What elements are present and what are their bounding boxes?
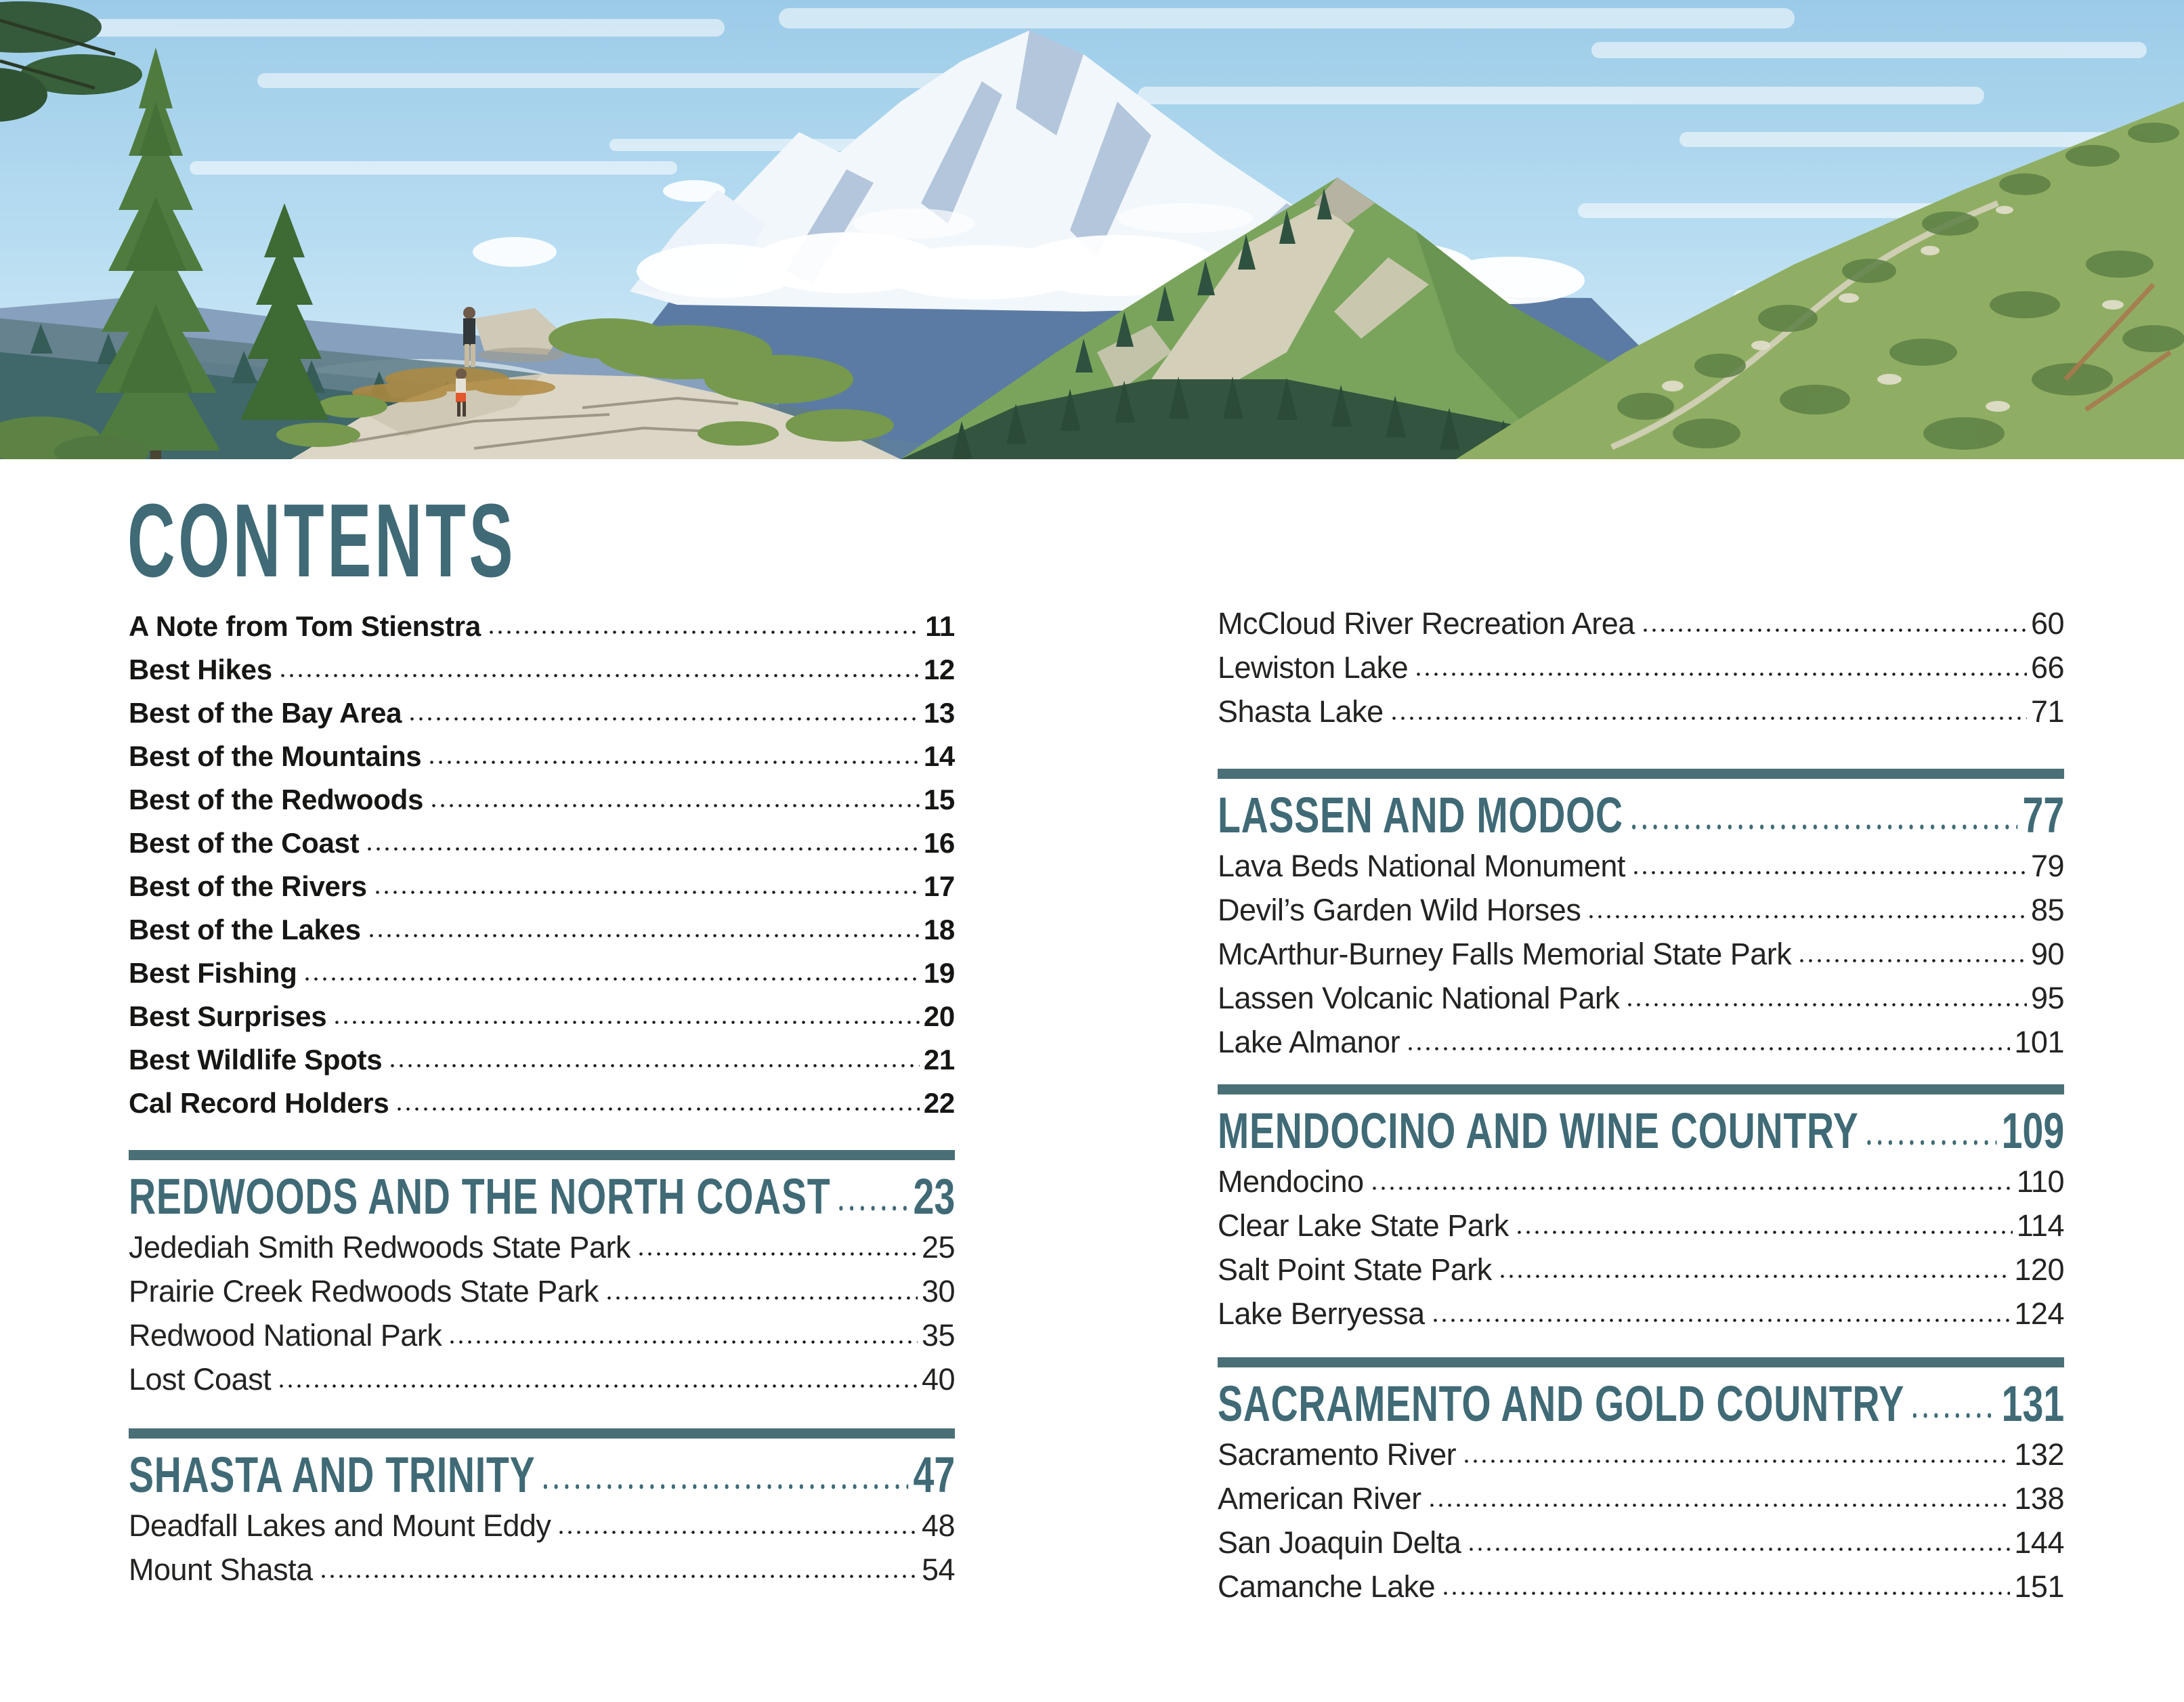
toc-entry-label: Lassen Volcanic National Park	[1218, 981, 1620, 1015]
dot-leader	[1406, 1045, 2010, 1052]
dot-leader	[1390, 715, 2027, 722]
section-items-list	[1218, 1160, 2064, 1336]
toc-entry-label: Clear Lake State Park	[1218, 1208, 1509, 1243]
dot-leader	[1641, 626, 2027, 634]
toc-entry-page: 124	[2014, 1296, 2064, 1331]
toc-entry-page: 20	[923, 1000, 955, 1032]
section-page-number: 109	[2001, 1103, 2065, 1159]
toc-entry-page: 54	[921, 1552, 955, 1587]
dot-leader	[1441, 1590, 2010, 1597]
section-divider-bar	[1218, 1084, 2064, 1094]
dot-leader	[373, 889, 920, 896]
section-header	[129, 1168, 955, 1225]
toc-entry	[1218, 1476, 2064, 1520]
toc-section-lassen-modoc	[1218, 769, 2064, 1064]
dot-leader	[365, 845, 920, 853]
dot-leader	[1797, 957, 2027, 964]
section-title: SHASTA AND TRINITY	[129, 1447, 536, 1503]
dot-leader	[278, 672, 920, 679]
toc-entry	[1218, 645, 2064, 689]
toc-entry-label: Best of the Lakes	[129, 914, 361, 945]
toc-entry-page: 66	[2030, 650, 2064, 685]
toc-entry-label: Best of the Bay Area	[129, 697, 402, 729]
toc-entry-label: Mount Shasta	[129, 1552, 313, 1587]
dot-leader	[277, 1382, 918, 1390]
toc-entry	[129, 995, 955, 1038]
toc-entry	[129, 1504, 955, 1548]
section-header	[1218, 787, 2064, 844]
toc-entry	[129, 1225, 955, 1269]
toc-entry	[1218, 1248, 2064, 1292]
section-page-number: 77	[2022, 787, 2065, 843]
section-title: REDWOODS AND THE NORTH COAST	[129, 1168, 831, 1225]
toc-entry	[1218, 976, 2064, 1020]
toc-entry-page: 14	[923, 740, 955, 772]
section-header	[1218, 1103, 2064, 1160]
toc-entry-label: Lake Almanor	[1218, 1025, 1400, 1059]
toc-entry	[1218, 1160, 2064, 1204]
toc-entry-page: 48	[921, 1508, 955, 1543]
dot-leader	[1467, 1546, 2010, 1553]
toc-entry	[129, 1269, 955, 1313]
toc-column-right	[1218, 601, 2064, 1609]
toc-entry-label: Lava Beds National Monument	[1218, 849, 1625, 883]
toc-entry-page: 17	[923, 870, 955, 902]
toc-entry-page: 18	[923, 914, 955, 945]
toc-entry	[1218, 601, 2064, 645]
toc-entry-label: McCloud River Recreation Area	[1218, 606, 1635, 641]
toc-entry-page: 22	[923, 1087, 955, 1119]
toc-entry	[1218, 1292, 2064, 1336]
toc-entry-label: Prairie Creek Redwoods State Park	[129, 1274, 599, 1309]
toc-entry-page: 151	[2014, 1569, 2064, 1604]
dot-leader	[1587, 913, 2027, 920]
dot-leader	[388, 1062, 920, 1069]
dot-leader	[1498, 1273, 2011, 1280]
hero-photo	[0, 0, 2184, 459]
dot-leader	[1515, 1229, 2013, 1236]
section-page-number: 23	[913, 1168, 956, 1225]
toc-entry-label: Best of the Redwoods	[129, 784, 424, 815]
toc-entry-label: A Note from Tom Stienstra	[129, 610, 481, 642]
toc-entry	[129, 908, 955, 952]
section-divider-bar	[1218, 1357, 2064, 1367]
dot-leader	[395, 1105, 920, 1113]
toc-entry-label: Lost Coast	[129, 1362, 272, 1397]
toc-entry-label: Lewiston Lake	[1218, 650, 1409, 685]
toc-entry-label: Best Surprises	[129, 1000, 327, 1032]
toc-entry	[129, 1548, 955, 1592]
toc-entry-page: 12	[923, 654, 955, 685]
toc-entry	[129, 648, 955, 692]
dot-leader	[1370, 1185, 2013, 1192]
toc-entry	[1218, 932, 2064, 976]
toc-entry-page: 101	[2014, 1025, 2064, 1059]
toc-entry-page: 40	[921, 1362, 955, 1397]
toc-entry-page: 13	[923, 697, 955, 729]
toc-entry-page: 15	[923, 784, 955, 815]
section-page-number: 47	[913, 1447, 956, 1503]
toc-entry	[129, 1357, 955, 1401]
toc-entry-page: 114	[2016, 1208, 2064, 1243]
toc-entry-label: Redwood National Park	[129, 1318, 442, 1353]
dot-leader	[333, 1019, 920, 1026]
toc-entry	[1218, 1204, 2064, 1248]
dot-leader	[319, 1573, 918, 1580]
toc-entry	[1218, 1020, 2064, 1064]
dot-leader	[1428, 1502, 2011, 1509]
toc-entry-label: Sacramento River	[1218, 1437, 1457, 1472]
toc-entry-label: San Joaquin Delta	[1218, 1525, 1461, 1560]
toc-entry-page: 30	[921, 1274, 955, 1309]
toc-entry-label: Lake Berryessa	[1218, 1296, 1425, 1331]
toc-section-mendocino-wine	[1218, 1084, 2064, 1336]
toc-entry-page: 95	[2030, 981, 2064, 1015]
toc-entry-page: 21	[923, 1044, 955, 1076]
page-title: CONTENTS	[127, 482, 517, 599]
toc-entry-page: 25	[921, 1230, 955, 1264]
section-items-list	[129, 1225, 955, 1401]
dot-leader	[408, 715, 920, 723]
toc-entry-label: Best of the Coast	[129, 827, 360, 859]
section-divider-bar	[129, 1150, 955, 1160]
toc-entry-label: American River	[1218, 1481, 1421, 1516]
toc-entry-page: 110	[2016, 1164, 2064, 1199]
toc-entry	[1218, 1520, 2064, 1565]
toc-section-shasta-trinity	[129, 1428, 955, 1592]
toc-entry	[129, 605, 955, 648]
toc-entry-label: Best of the Mountains	[129, 740, 422, 772]
toc-entry-page: 144	[2014, 1525, 2064, 1560]
toc-entry-label: Camanche Lake	[1218, 1569, 1436, 1604]
toc-entry-label: Best Wildlife Spots	[129, 1044, 383, 1076]
section-title: MENDOCINO AND WINE COUNTRY	[1218, 1103, 1859, 1159]
toc-entry	[129, 952, 955, 995]
section-divider-bar	[1218, 769, 2064, 779]
section-items-list	[1218, 1432, 2064, 1609]
section-items-list	[129, 1504, 955, 1592]
toc-entry-label: Best of the Rivers	[129, 870, 367, 902]
toc-entry	[129, 1038, 955, 1082]
dot-leader	[637, 1250, 918, 1258]
toc-entry-page: 90	[2030, 937, 2064, 971]
toc-entry	[1218, 1432, 2064, 1476]
dot-leader	[367, 932, 920, 939]
toc-entry-page: 35	[921, 1318, 955, 1353]
dot-leader	[429, 802, 920, 809]
toc-entry	[129, 865, 955, 908]
dot-leader	[1631, 869, 2027, 876]
toc-section-sacramento-gold	[1218, 1357, 2064, 1609]
section-title: LASSEN AND MODOC	[1218, 787, 1623, 843]
toc-entry-label: Devil’s Garden Wild Horses	[1218, 893, 1581, 927]
dot-leader	[1864, 1137, 1996, 1148]
toc-entry	[129, 1313, 955, 1357]
dot-leader	[557, 1529, 918, 1536]
toc-entry-label: Cal Record Holders	[129, 1087, 389, 1119]
dot-leader	[427, 759, 920, 766]
section-header	[129, 1447, 955, 1504]
toc-entry-page: 60	[2030, 606, 2064, 641]
toc-entry-label: Mendocino	[1218, 1164, 1364, 1199]
toc-entry-label: Best Hikes	[129, 654, 272, 685]
toc-entry-page: 19	[923, 957, 955, 989]
front-matter-list	[129, 605, 955, 1125]
toc-entry	[129, 1082, 955, 1125]
dot-leader	[1431, 1317, 2011, 1324]
dot-leader	[836, 1203, 908, 1214]
toc-entry-label: McArthur-Burney Falls Memorial State Park	[1218, 937, 1792, 971]
toc-entry	[1218, 689, 2064, 733]
toc-column-left	[129, 605, 955, 1592]
toc-entry	[1218, 844, 2064, 888]
toc-entry	[1218, 888, 2064, 932]
section-divider-bar	[129, 1428, 955, 1439]
toc-entry-page: 16	[923, 827, 955, 859]
section-page-number: 131	[2001, 1376, 2065, 1432]
toc-entry-page: 85	[2030, 893, 2064, 927]
toc-section-redwoods	[129, 1150, 955, 1401]
dot-leader	[1910, 1410, 1997, 1421]
toc-entry	[129, 692, 955, 735]
continued-items-list	[1218, 601, 2064, 733]
toc-entry	[129, 822, 955, 865]
toc-entry-label: Salt Point State Park	[1218, 1252, 1492, 1287]
toc-entry	[129, 778, 955, 822]
dot-leader	[540, 1481, 908, 1492]
toc-entry-label: Deadfall Lakes and Mount Eddy	[129, 1508, 551, 1543]
toc-entry-label: Shasta Lake	[1218, 694, 1384, 729]
toc-entry-page: 132	[2014, 1437, 2064, 1472]
toc-entry	[1218, 1565, 2064, 1609]
toc-entry-label: Best Fishing	[129, 957, 297, 989]
toc-entry	[129, 735, 955, 778]
toc-entry-page: 71	[2030, 694, 2064, 729]
section-items-list	[1218, 844, 2064, 1064]
dot-leader	[1414, 671, 2027, 678]
toc-entry-page: 79	[2030, 849, 2064, 883]
dot-leader	[1462, 1458, 2010, 1465]
dot-leader	[448, 1338, 918, 1346]
toc-entry-label: Jedediah Smith Redwoods State Park	[129, 1230, 630, 1264]
toc-entry-page: 138	[2014, 1481, 2064, 1516]
toc-entry-page: 120	[2014, 1252, 2064, 1287]
dot-leader	[1625, 1001, 2027, 1008]
dot-leader	[487, 629, 921, 636]
section-title: SACRAMENTO AND GOLD COUNTRY	[1218, 1376, 1905, 1432]
dot-leader	[303, 975, 919, 983]
toc-entry-page: 11	[925, 610, 955, 642]
dot-leader	[605, 1294, 918, 1302]
dot-leader	[1628, 822, 2017, 832]
section-header	[1218, 1376, 2064, 1432]
